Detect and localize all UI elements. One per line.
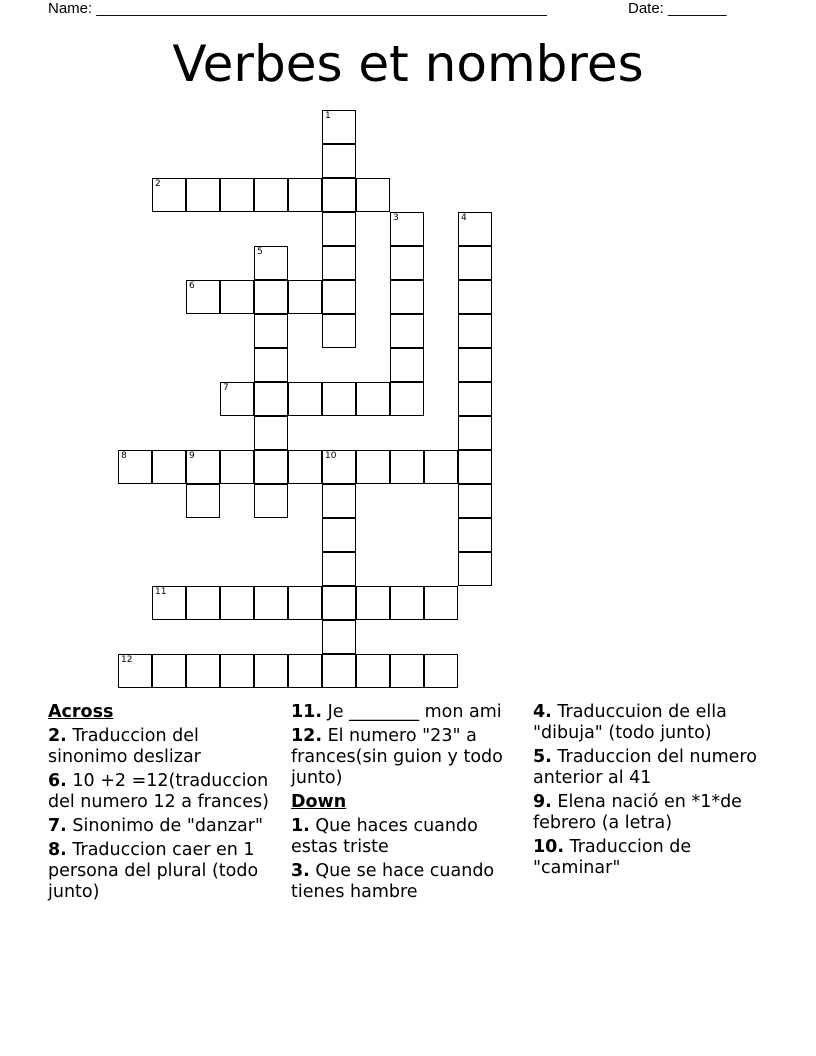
clue-number: 5	[257, 247, 263, 257]
down-heading: Down	[291, 792, 347, 812]
clue-number: 3	[393, 213, 399, 223]
across-clue-list	[48, 726, 278, 903]
clue-text: Sinonimo de "danzar"	[66, 816, 263, 836]
grid-cell[interactable]	[152, 450, 186, 484]
grid-cell[interactable]	[220, 586, 254, 620]
clues-column-2	[291, 702, 521, 906]
grid-cell[interactable]	[322, 280, 356, 314]
down-clue	[291, 861, 521, 903]
grid-cell[interactable]	[254, 484, 288, 518]
clue-text: Que se hace cuando tienes hambre	[291, 861, 495, 902]
grid-cell[interactable]	[322, 484, 356, 518]
grid-cell[interactable]	[322, 110, 356, 144]
clue-number: 8	[121, 451, 127, 461]
clue-text: Traduccion del sinonimo deslizar	[48, 726, 201, 767]
across-heading: Across	[48, 702, 114, 722]
grid-cell[interactable]	[458, 552, 492, 586]
grid-cell[interactable]	[288, 178, 322, 212]
down-clue	[533, 702, 763, 744]
grid-cell[interactable]	[458, 246, 492, 280]
across-clue	[291, 726, 521, 789]
grid-cell[interactable]	[458, 518, 492, 552]
across-clue	[48, 771, 278, 813]
grid-cell[interactable]	[458, 416, 492, 450]
clues-column-1	[48, 702, 278, 906]
grid-cell[interactable]	[288, 280, 322, 314]
grid-cell[interactable]	[152, 654, 186, 688]
grid-cell[interactable]	[356, 382, 390, 416]
grid-cell[interactable]	[322, 620, 356, 654]
grid-cell[interactable]	[254, 586, 288, 620]
grid-cell[interactable]	[390, 654, 424, 688]
grid-cell[interactable]	[220, 450, 254, 484]
clue-number: 7	[223, 383, 229, 393]
grid-cell[interactable]	[322, 212, 356, 246]
grid-cell[interactable]	[254, 246, 288, 280]
clue-number-label: 7.	[48, 816, 67, 836]
clue-text: 10 +2 =12(traduccion del numero 12 a frances)	[48, 771, 269, 812]
clue-number: 1	[325, 111, 331, 121]
across-clue-list-continued	[291, 702, 521, 789]
down-clue	[291, 816, 521, 858]
grid-cell[interactable]	[390, 450, 424, 484]
down-clue	[533, 837, 763, 879]
clue-number-label: 2.	[48, 726, 67, 746]
grid-cell[interactable]	[220, 280, 254, 314]
grid-cell[interactable]	[390, 348, 424, 382]
grid-cell[interactable]	[288, 450, 322, 484]
clue-number: 2	[155, 179, 161, 189]
down-clue	[533, 792, 763, 834]
clue-number: 11	[155, 587, 167, 597]
grid-cell[interactable]	[322, 450, 356, 484]
clue-text: Traduccion del numero anterior al 41	[533, 747, 757, 788]
grid-cell[interactable]	[254, 416, 288, 450]
across-clue	[48, 816, 278, 837]
grid-cell[interactable]	[254, 314, 288, 348]
grid-cell[interactable]	[254, 348, 288, 382]
grid-cell[interactable]	[186, 280, 220, 314]
across-clue	[48, 840, 278, 903]
grid-cell[interactable]	[390, 212, 424, 246]
grid-cell[interactable]	[390, 586, 424, 620]
clue-text: Que haces cuando estas triste	[291, 816, 478, 857]
clue-number-label: 3.	[291, 861, 310, 881]
grid-cell[interactable]	[322, 144, 356, 178]
grid-cell[interactable]	[356, 178, 390, 212]
clue-number: 12	[121, 655, 133, 665]
page-title: Verbes et nombres	[172, 35, 644, 93]
grid-cell[interactable]	[186, 450, 220, 484]
grid-cell[interactable]	[186, 586, 220, 620]
down-clue	[533, 747, 763, 789]
clue-text: Elena nació en *1*de febrero (a letra)	[533, 792, 742, 833]
grid-cell[interactable]	[288, 586, 322, 620]
name-field-label: Name: ______________________________________________________	[48, 0, 547, 17]
grid-cell[interactable]	[390, 246, 424, 280]
grid-cell[interactable]	[390, 382, 424, 416]
grid-cell[interactable]	[458, 314, 492, 348]
grid-cell[interactable]	[186, 178, 220, 212]
grid-cell[interactable]	[458, 484, 492, 518]
clue-text: Traduccion de "caminar"	[533, 837, 692, 878]
grid-cell[interactable]	[322, 314, 356, 348]
clue-number-label: 8.	[48, 840, 67, 860]
grid-cell[interactable]	[186, 654, 220, 688]
grid-cell[interactable]	[118, 654, 152, 688]
grid-cell[interactable]	[220, 654, 254, 688]
clue-number-label: 6.	[48, 771, 67, 791]
clue-text: Traduccuion de ella "dibuja" (todo junto)	[533, 702, 727, 743]
clue-number-label: 4.	[533, 702, 552, 722]
grid-cell[interactable]	[322, 552, 356, 586]
grid-cell[interactable]	[254, 450, 288, 484]
date-field-label: Date: _______	[628, 0, 727, 17]
clue-number-label: 11.	[291, 702, 323, 722]
grid-cell[interactable]	[458, 348, 492, 382]
grid-cell[interactable]	[322, 654, 356, 688]
grid-cell[interactable]	[390, 314, 424, 348]
down-clue-list-continued	[533, 702, 763, 879]
grid-cell[interactable]	[254, 280, 288, 314]
clue-number: 6	[189, 281, 195, 291]
clue-number-label: 9.	[533, 792, 552, 812]
grid-cell[interactable]	[390, 280, 424, 314]
grid-cell[interactable]	[322, 518, 356, 552]
grid-cell[interactable]	[458, 280, 492, 314]
clue-number-label: 12.	[291, 726, 323, 746]
grid-cell[interactable]	[254, 178, 288, 212]
grid-cell[interactable]	[288, 382, 322, 416]
grid-cell[interactable]	[186, 484, 220, 518]
grid-cell[interactable]	[322, 246, 356, 280]
across-clue	[48, 726, 278, 768]
grid-cell[interactable]	[322, 382, 356, 416]
across-clue	[291, 702, 521, 723]
grid-cell[interactable]	[322, 178, 356, 212]
clue-number-label: 10.	[533, 837, 565, 857]
grid-cell[interactable]	[152, 586, 186, 620]
grid-cell[interactable]	[424, 586, 458, 620]
grid-cell[interactable]	[458, 382, 492, 416]
grid-cell[interactable]	[220, 178, 254, 212]
grid-cell[interactable]	[152, 178, 186, 212]
grid-cell[interactable]	[220, 382, 254, 416]
grid-cell[interactable]	[458, 212, 492, 246]
clue-text: El numero "23" a frances(sin guion y todo junto)	[291, 726, 503, 788]
grid-cell[interactable]	[322, 586, 356, 620]
grid-cell[interactable]	[254, 382, 288, 416]
clue-number-label: 5.	[533, 747, 552, 767]
clue-number-label: 1.	[291, 816, 310, 836]
clue-text: Traduccion caer en 1 persona del plural (todo junto)	[48, 840, 259, 902]
grid-cell[interactable]	[254, 654, 288, 688]
clue-number: 10	[325, 451, 337, 461]
grid-cell[interactable]	[458, 450, 492, 484]
grid-cell[interactable]	[424, 654, 458, 688]
clue-number: 9	[189, 451, 195, 461]
clue-number: 4	[461, 213, 467, 223]
down-clue-list	[291, 816, 521, 903]
clue-text: Je ________ mon ami	[322, 702, 502, 722]
grid-cell[interactable]	[356, 450, 390, 484]
grid-cell[interactable]	[288, 654, 322, 688]
grid-cell[interactable]	[356, 654, 390, 688]
grid-cell[interactable]	[424, 450, 458, 484]
clues-column-3	[533, 702, 763, 882]
grid-cell[interactable]	[356, 586, 390, 620]
grid-cell[interactable]	[118, 450, 152, 484]
